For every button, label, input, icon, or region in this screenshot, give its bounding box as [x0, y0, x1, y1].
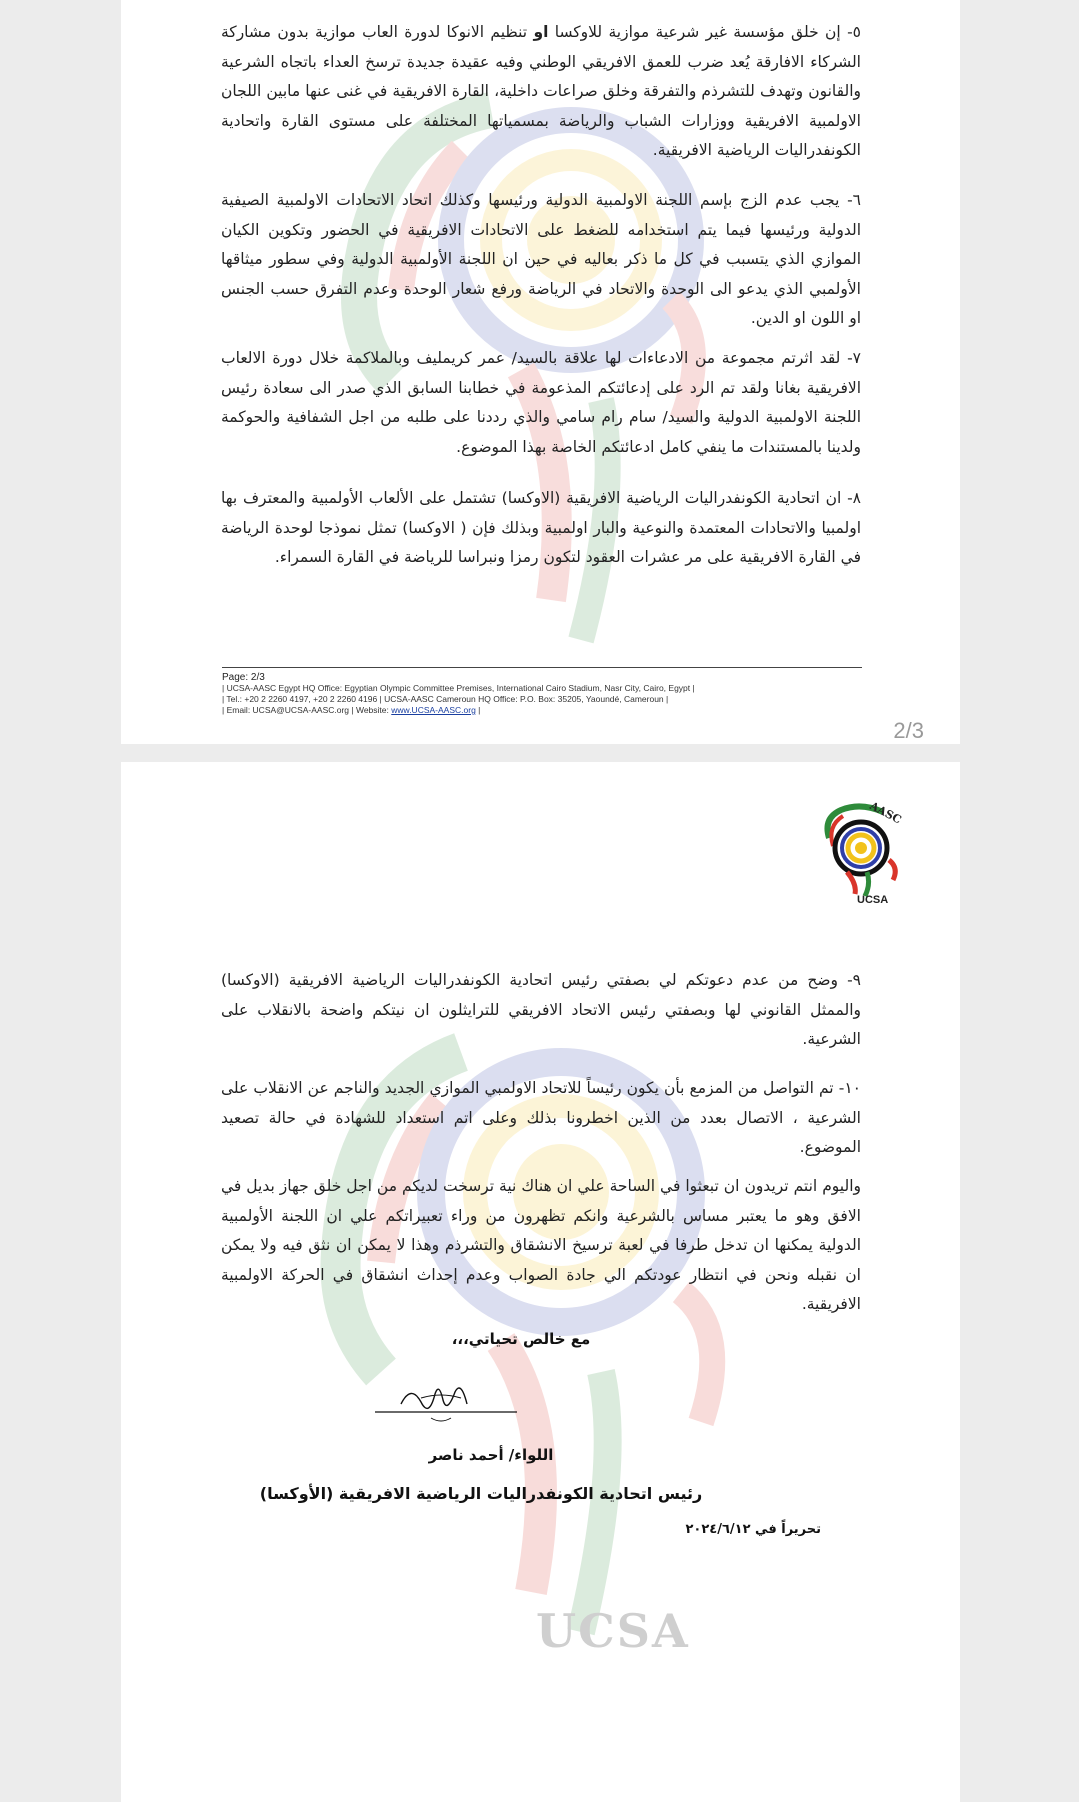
paragraph-7: ٧- لقد اثرتم مجموعة من الادعاءات لها علاقة بالسيد/ عمر كريمليف وبالملاكمة خلال دورة الالعاب الافريقية بغانا ولقد تم الرد على إدعائتكم المذعومة في خطابنا السابق الذي صدر الى سعادة رئيس اللجنة الاولمبية الدولية والسيد/ سام رام سامي والذي رددنا على طلبه من اجل الشفافية والحوكمة ولدينا بالمستندات ما ينفي كامل ادعائتكم الخاصة بهذا الموضوع.: [221, 349, 861, 456]
paragraph-10: ١٠- تم التواصل من المزمع بأن يكون رئيساً للاتحاد الاولمبي الموازي الجديد والناجم عن الانقلاب على الشرعية ، الاتصال بعدد من الذين اخطرونا بذلك وعلى اتم استعداد للشهادة في حالة تصعيد الموضوع.: [221, 1079, 861, 1156]
document-page-2: [121, 0, 960, 744]
paragraph-9: ٩- وضح من عدم دعوتكم لي بصفتي رئيس اتحادية الكونفدراليات الرياضية الافريقية (الاوكسا) والممثل القانوني لها وبصفتي رئيس الاتحاد الافريقي للترايثلون ان نيتكم واضحة بالانقلاب على الشرعية.: [221, 971, 861, 1048]
page-number-label: Page: 2/3: [222, 672, 265, 683]
website-link[interactable]: www.UCSA-AASC.org: [391, 705, 476, 715]
page-footer: [222, 667, 862, 716]
footer-divider: [222, 667, 862, 668]
aasc-logo-icon: [811, 798, 911, 898]
logo-aasc-text: AASC: [867, 799, 904, 827]
page-indicator: 2/3: [893, 718, 924, 743]
paragraph-8: ٨- ان اتحادية الكونفدراليات الرياضية الافريقية (الاوكسا) تشتمل على الألعاب الأولمبية والمعترف بها اولمبيا والاتحادات المعتمدة والنوعية والبار اولمبية وبذلك فإن ( الاوكسا) تمثل نموذجا لوحدة الرياضة في القارة الافريقية على مر عشرات العقود لتكون رمزا ونبراسا للرياضة في القارة السمراء.: [221, 489, 861, 566]
signer-title: رئيس اتحادية الكونفدراليات الرياضية الافريقية (الأوكسا): [259, 1484, 703, 1503]
footer-contacts: | Tel.: +20 2 2260 4197, +20 2 2260 4196 | UCSA-AASC Cameroun HQ Office: P.O. Box: 35205, Yaoundé, Cameroun |: [222, 694, 669, 704]
ucsa-logo: [811, 798, 911, 908]
footer-egypt-office: | UCSA-AASC Egypt HQ Office: Egyptian Olympic Committee Premises, International Cairo Stadium, Nasr City, Cairo, Egypt |: [222, 683, 695, 693]
signature-icon: [371, 1374, 521, 1434]
paragraph-6: ٦- يجب عدم الزج بإسم اللجنة الاولمبية الدولية ورئيسها وكذلك اتحاد الاتحادات الاولمبية الصيفية الدولية ورئيسها فيما يتم استخدامه للضغط على الاتحادات الافريقية في الحضور وتكوين الكيان الموازي الذي يتسبب في كل ما ذكر بعاليه في حين ان اللجنة الأولمبية الدولية وفي سطور ميثاقها الأولمبي الذي يدعو الى الوحدة والاتحاد في الرياضة ورفع شعار الوحدة وعدم التفرق حسب الجنس او اللون او الدين.: [221, 191, 861, 327]
paragraph-5: ٥- إن خلق مؤسسة غير شرعية موازية للاوكسا او تنظيم الانوكا لدورة العاب موازية بدون مشاركة الشركاء الافارقة يُعد ضرب للعمق الافريقي الوطني وفيه عقيدة جديدة ترسخ العداء باتجاه الشرعية والقانون وتهدف للتشرذم والتفرقة وخلق صراعات داخلية، القارة الافريقية في غنى عنها مابين اللجان الاولمبية الافريقية ووزارات الشباب والرياضة بمسمياتها المختلفة على مستوى القارة واتحادية الكونفدراليات الرياضية الافريقية.: [221, 23, 861, 159]
footer-email-website: | Email: UCSA@UCSA-AASC.org | Website: www.UCSA-AASC.org |: [222, 705, 481, 715]
watermark-ucsa-text: UCSA: [536, 1604, 690, 1658]
signer-name: اللواء/ أحمد ناصر: [428, 1446, 554, 1464]
regards-text: مع خالص تحياتي،،،: [451, 1330, 591, 1348]
closing-paragraph: واليوم انتم تريدون ان تبعثوا في الساحة علي ان هناك نية ترسخت لديكم من اجل خلق جهاز بديل في الافق وهو ما يعتبر مساس بالشرعية وانكم تظهرون من وراء تعبيراتكم علي ان اللجنة الأولمبية الدولية يمكنها ان تدخل طرفا في لعبة ترسيخ الانشقاق والتشرذم وهذا لا يمكن ان نثق فيه ولا يمكن ان نقبله ونحن في انتظار عودتكم الي جادة الصواب وعدم إحداث انشقاق في الحركة الاولمبية الافريقية.: [221, 1177, 861, 1313]
date-text: تحريراً في ٢٠٢٤/٦/١٢: [685, 1522, 821, 1537]
logo-ucsa-text: UCSA: [857, 894, 889, 906]
document-page-3: [121, 762, 960, 1802]
